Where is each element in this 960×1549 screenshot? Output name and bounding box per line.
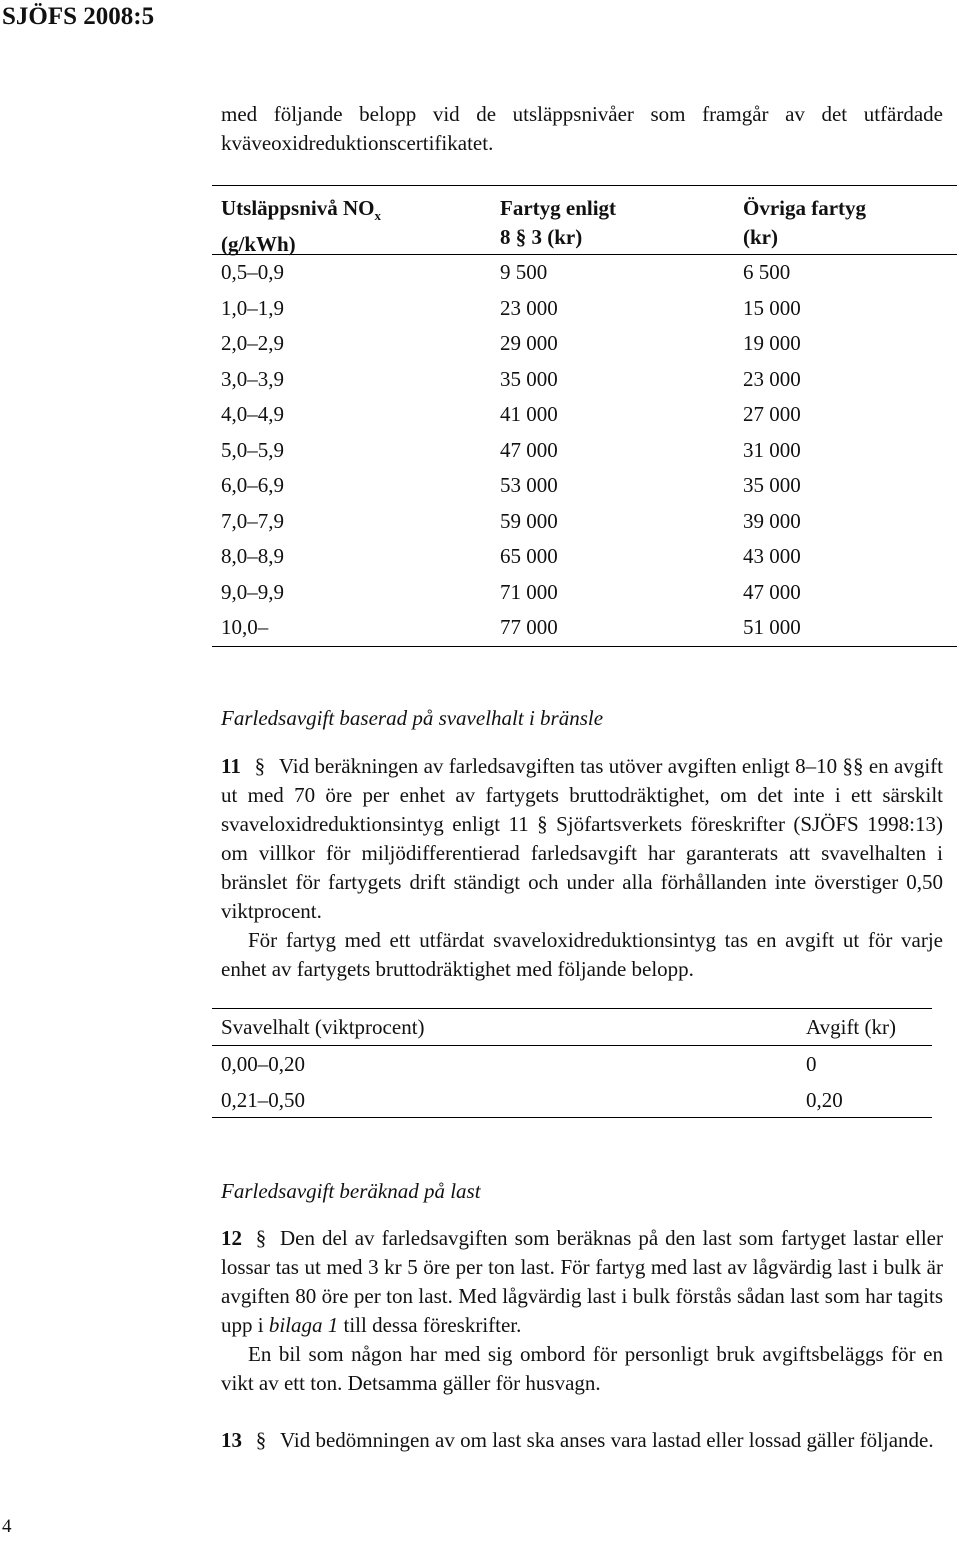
section-heading-sulphur: Farledsavgift baserad på svavelhalt i bränsle: [221, 706, 604, 730]
section-12-paragraph: 12 § Den del av farledsavgiften som beräknas på den last som fartyget lastar eller lossar tas ut med 3 kr 5 öre per ton last. För fartyg med last av lågvärdig last i bulk är avgiften 80 öre per ton last. Med lågvärdig last i bulk förstås sådan last som har tagits upp i bilaga 1 till dessa föreskrifter.: [221, 1226, 943, 1337]
table-row: 10,0– 77 000 51 000: [221, 615, 801, 639]
section-number: 12: [221, 1226, 242, 1250]
table-row: 3,0–3,9 35 000 23 000: [221, 366, 801, 391]
section-sign: §: [255, 1428, 267, 1452]
table-row: 0,21–0,50 0,20: [221, 1087, 843, 1112]
column-header-fee: Avgift (kr): [806, 1015, 896, 1039]
section-number: 11: [221, 754, 241, 778]
section-11-paragraph-2: För fartyg med ett utfärdat svaveloxidreduktionsintyg tas en avgift ut för varje enhet av fartygets bruttodräktighet med följande belopp.: [221, 928, 943, 981]
table-row: 4,0–4,9 41 000 27 000: [221, 402, 801, 426]
section-13-paragraph: 13 § Vid bedömningen av om last ska anses vara lastad eller lossad gäller följande.: [221, 1426, 943, 1455]
table-row: 5,0–5,9 47 000 31 000: [221, 437, 801, 462]
table-row: 8,0–8,9 65 000 43 000: [221, 544, 801, 568]
nox-fee-table: [212, 185, 957, 647]
appendix-reference: bilaga 1: [268, 1313, 339, 1337]
table-row: 2,0–2,9 29 000 19 000: [221, 331, 801, 355]
sulphur-fee-table: [212, 1008, 932, 1118]
section-13: [221, 1426, 943, 1455]
table-header-row: [212, 1009, 932, 1046]
column-header-other-ships: Övriga fartyg (kr): [743, 196, 867, 249]
section-12: [221, 1224, 943, 1398]
table-row: 9,0–9,9 71 000 47 000: [221, 579, 801, 604]
section-12-paragraph-2: En bil som någon har med sig ombord för personligt bruk avgiftsbeläggs för en vikt av ett ton. Detsamma gäller för husvagn.: [221, 1342, 943, 1395]
section-11-paragraph: 11 § Vid beräkningen av farledsavgiften tas utöver avgiften enligt 8–10 §§ en avgift ut med 70 öre per enhet av fartygets bruttodräktighet, om det inte i ett särskilt svaveloxidreduktionsintyg enligt 11 § Sjöfartsverkets föreskrifter (SJÖFS 1998:13) om villkor för miljödifferentierad farledsavgift har garanterats att svavelhalten i bränslet för fartygets drift ständigt och under alla förhållanden inte överstiger 0,50 viktprocent.: [221, 754, 943, 923]
column-header-emission: Utsläppsnivå $NO_x$ (g/kWh): [221, 196, 381, 257]
section-sign: §: [254, 754, 266, 778]
page-number: 4: [2, 1516, 12, 1537]
column-header-sulphur: Svavelhalt (viktprocent): [221, 1015, 425, 1039]
table-row: 0,00–0,20 0: [221, 1052, 817, 1076]
section-sign: §: [255, 1226, 267, 1250]
section-heading-cargo: Farledsavgift beräknad på last: [221, 1179, 481, 1203]
table-row: 6,0–6,9 53 000 35 000: [221, 473, 801, 497]
column-header-ships-8-3: Fartyg enligt 8 § 3 (kr): [500, 196, 617, 249]
table-row: 1,0–1,9 23 000 15 000: [221, 295, 801, 320]
document-header: SJÖFS 2008:5: [2, 3, 155, 30]
intro-paragraph: med följande belopp vid de utsläppsnivåer som framgår av det utfärdade kväveoxidreduktionscertifikatet.: [221, 102, 943, 155]
table-row: 7,0–7,9 59 000 39 000: [221, 508, 801, 533]
table-row: 0,5–0,9 9 500 6 500: [221, 260, 791, 284]
table-header-row: [212, 186, 957, 255]
section-11: [221, 752, 943, 984]
section-number: 13: [221, 1428, 242, 1452]
